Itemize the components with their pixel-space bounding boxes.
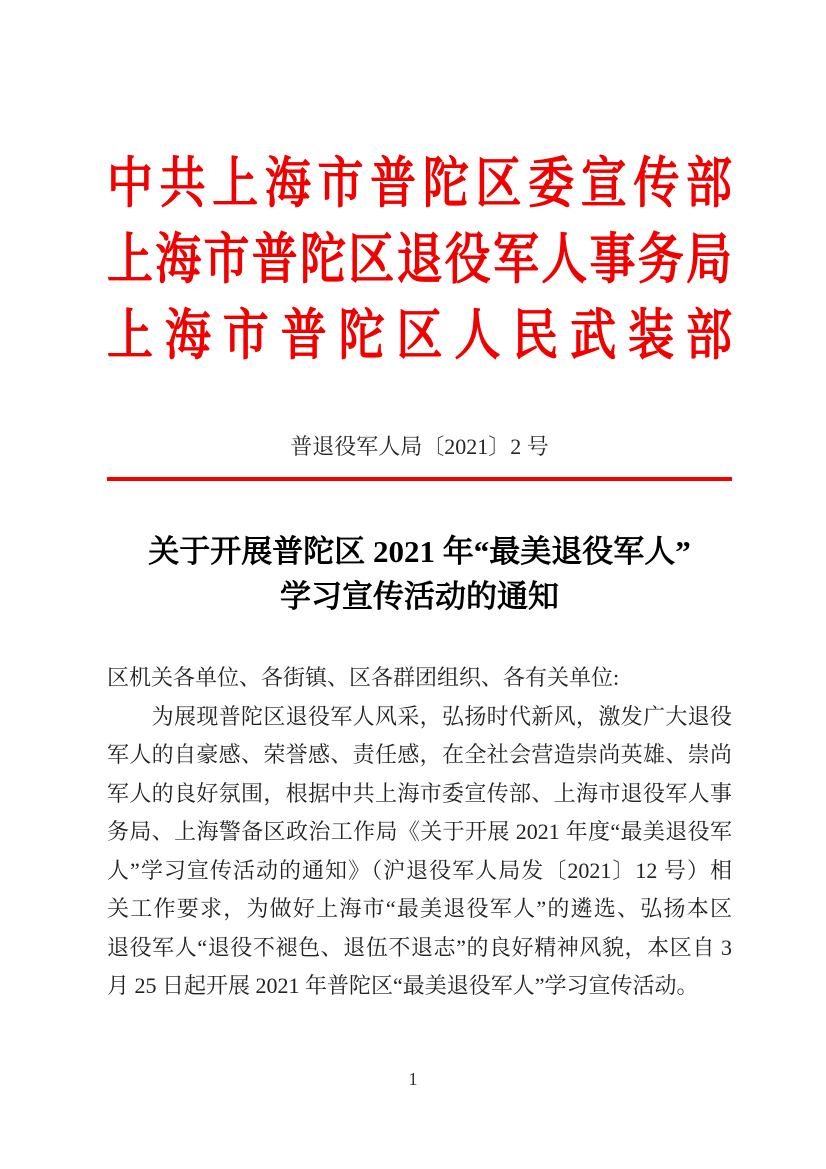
- body-line: 人”学习宣传活动的通知》（沪退役军人局发〔2021〕12 号）相: [107, 857, 732, 883]
- agency-name-line-2: 上海市普陀区退役军人事务局: [107, 228, 732, 290]
- body-line: 关工作要求，为做好上海市“最美退役军人”的遴选、弘扬本区: [107, 896, 732, 921]
- agency-name-line-3: 上海市普陀区人民武装部: [107, 304, 732, 366]
- title-line-1: 关于开展普陀区 2021 年“最美退役军人”: [148, 534, 691, 569]
- body-line: 军人的良好氛围，根据中共上海市委宣传部、上海市退役军人事: [107, 780, 732, 806]
- document-body: [107, 659, 732, 1006]
- document-title: [107, 529, 732, 619]
- agency-name-line-1: 中共上海市普陀区委宣传部: [107, 152, 732, 214]
- body-line: 退役军人“退役不褪色、退伍不退志”的良好精神风貌，本区自 3: [107, 934, 732, 960]
- body-line: 务局、上海警备区政治工作局《关于开展 2021 年度“最美退役军: [107, 819, 732, 844]
- red-header-masthead: [107, 146, 732, 374]
- salutation-line: 区机关各单位、各街镇、区各群团组织、各有关单位:: [107, 665, 620, 690]
- body-line: 军人的自豪感、荣誉感、责任感，在全社会营造崇尚英雄、崇尚: [107, 742, 732, 767]
- page-number: 1: [408, 1069, 418, 1089]
- document-reference-number: 普退役军人局〔2021〕2 号: [290, 434, 549, 459]
- body-line: 为展现普陀区退役军人风采，弘扬时代新风，激发广大退役: [107, 703, 732, 729]
- title-line-2: 学习宣传活动的通知: [280, 579, 559, 614]
- body-line: 月 25 日起开展 2021 年普陀区“最美退役军人”学习宣传活动。: [107, 973, 699, 998]
- red-separator-rule: [107, 477, 732, 481]
